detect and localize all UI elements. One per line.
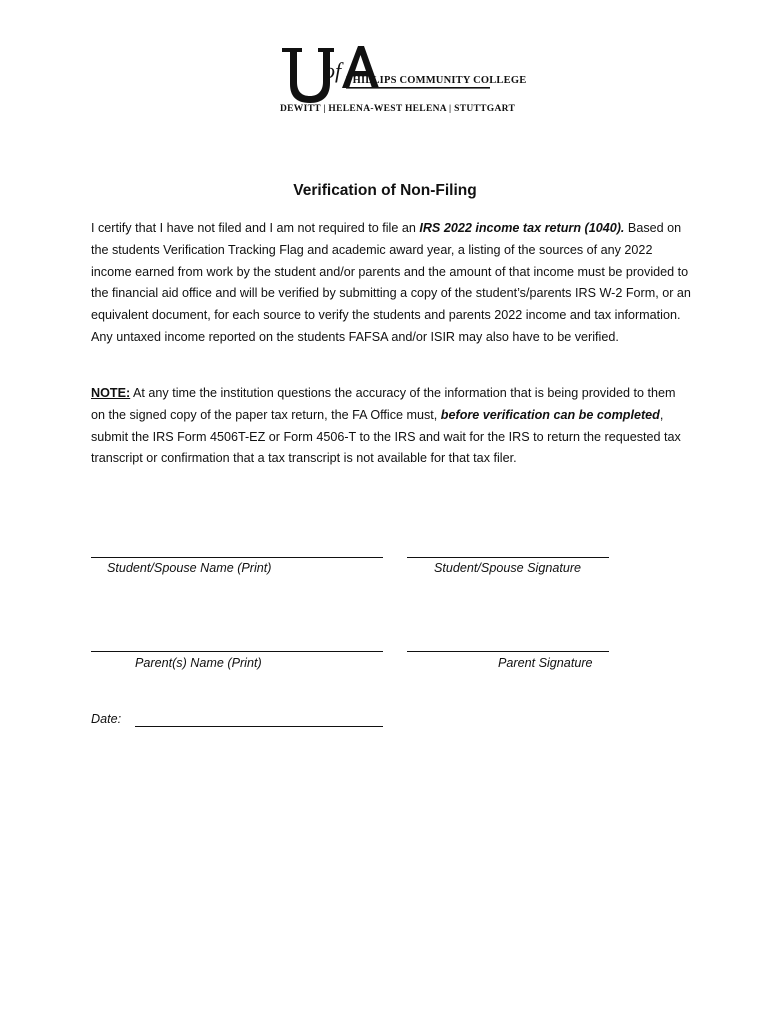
parent-signature-label: Parent Signature: [498, 656, 593, 670]
note-text-2: , submit the IRS Form 4506T-EZ or Form 4506-T to the IRS and wait for the IRS to return the requested tax transcript or confirmation that a tax transcript is not available for that tax filer.: [91, 407, 681, 466]
para1-emphasis: IRS 2022 income tax return (1040).: [419, 221, 625, 235]
note-text-1: At any time the institution questions the accuracy of the information that is being provided to them on the signed copy of the paper tax return, the FA Office must,: [91, 386, 676, 422]
para1-rest: Based on the students Verification Tracking Flag and academic award year, a listing of the sources of any 2022 income earned from work by the student and/or parents and the amount of that income must be provided to the financial aid office and will be verified by submitting a copy of the student’s/parents IRS W-2 Form, or an equivalent document, for each source to verify the students and parents 2022 income and tax information. Any untaxed income reported on the students FAFSA and/or ISIR may also have to be verified.: [91, 221, 691, 344]
college-name: PHILLIPS COMMUNITY COLLEGE: [346, 75, 527, 86]
note-label: NOTE:: [91, 386, 131, 400]
campus-list: DEWITT | HELENA-WEST HELENA | STUTTGART: [280, 104, 516, 114]
para1-intro: I certify that I have not filed and I am not required to file an: [91, 221, 420, 235]
note-emphasis: before verification can be completed: [440, 407, 660, 422]
student-signature-line[interactable]: [407, 557, 609, 558]
parent-signature-line[interactable]: [407, 651, 609, 652]
student-name-label: Student/Spouse Name (Print): [107, 561, 272, 575]
parent-name-line[interactable]: [91, 651, 383, 652]
page-title: Verification of Non-Filing: [293, 182, 477, 199]
date-line[interactable]: [135, 726, 383, 727]
college-logo: [280, 44, 527, 118]
date-label: Date:: [91, 712, 122, 726]
parent-name-label: Parent(s) Name (Print): [135, 656, 262, 670]
certification-paragraph: [91, 218, 691, 349]
student-name-line[interactable]: [91, 557, 383, 558]
note-paragraph: [91, 383, 691, 470]
student-signature-label: Student/Spouse Signature: [434, 561, 582, 575]
svg-text:of: of: [324, 58, 342, 83]
